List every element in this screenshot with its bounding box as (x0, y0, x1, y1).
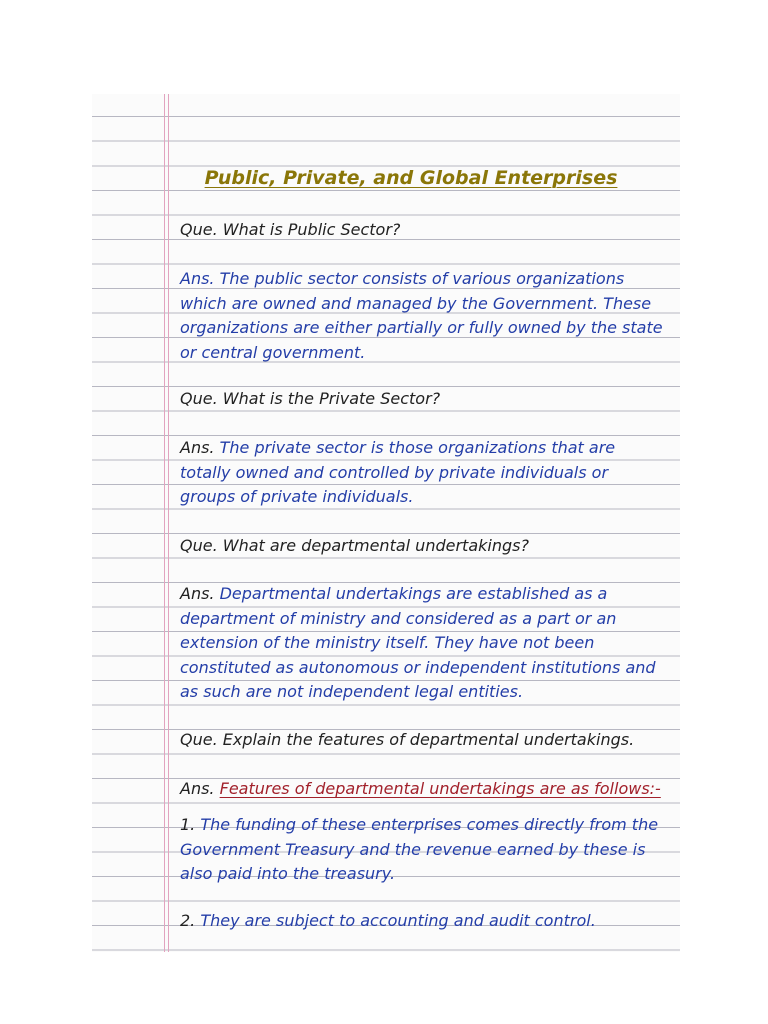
feature-point-2 (180, 909, 665, 934)
answer-label: Ans. (180, 269, 215, 288)
answer-text: The private sector is those organizations that are totally owned and controlled by private individuals or groups of private individuals. (180, 438, 616, 506)
point-text: They are subject to accounting and audit control. (200, 911, 596, 930)
point-text: The funding of these enterprises comes directly from the Government Treasury and the revenue earned by these is also paid into the treasury. (180, 815, 659, 883)
answer-text: Departmental undertakings are established as a department of ministry and considered as a part or an extension of the ministry itself. They have not been constituted as autonomous or independent institutions and as such are not independent legal entities. (180, 584, 656, 701)
answer-public-sector (180, 267, 665, 365)
question-private-sector: Que. What is the Private Sector? (180, 389, 441, 408)
feature-point-1 (180, 813, 665, 887)
answer-departmental-undertakings (180, 582, 665, 705)
answer-label: Ans. (180, 584, 215, 603)
answer-private-sector (180, 436, 665, 510)
answer-label: Ans. (180, 438, 215, 457)
answer-heading: Features of departmental undertakings are as follows:- (219, 779, 661, 798)
margin-line-left (164, 94, 165, 952)
question-public-sector: Que. What is Public Sector? (180, 220, 401, 239)
margin-line-right (168, 94, 169, 952)
point-number: 2. (180, 911, 196, 930)
answer-features-intro (180, 777, 665, 802)
point-number: 1. (180, 815, 196, 834)
answer-text: The public sector consists of various organizations which are owned and managed by the Government. These organizations are either partially or fully owned by the state or central government. (180, 269, 663, 362)
answer-label: Ans. (180, 779, 215, 798)
question-departmental-undertakings: Que. What are departmental undertakings? (180, 536, 529, 555)
page-title: Public, Private, and Global Enterprises (204, 167, 618, 189)
question-features: Que. Explain the features of departmental undertakings. (180, 730, 635, 749)
